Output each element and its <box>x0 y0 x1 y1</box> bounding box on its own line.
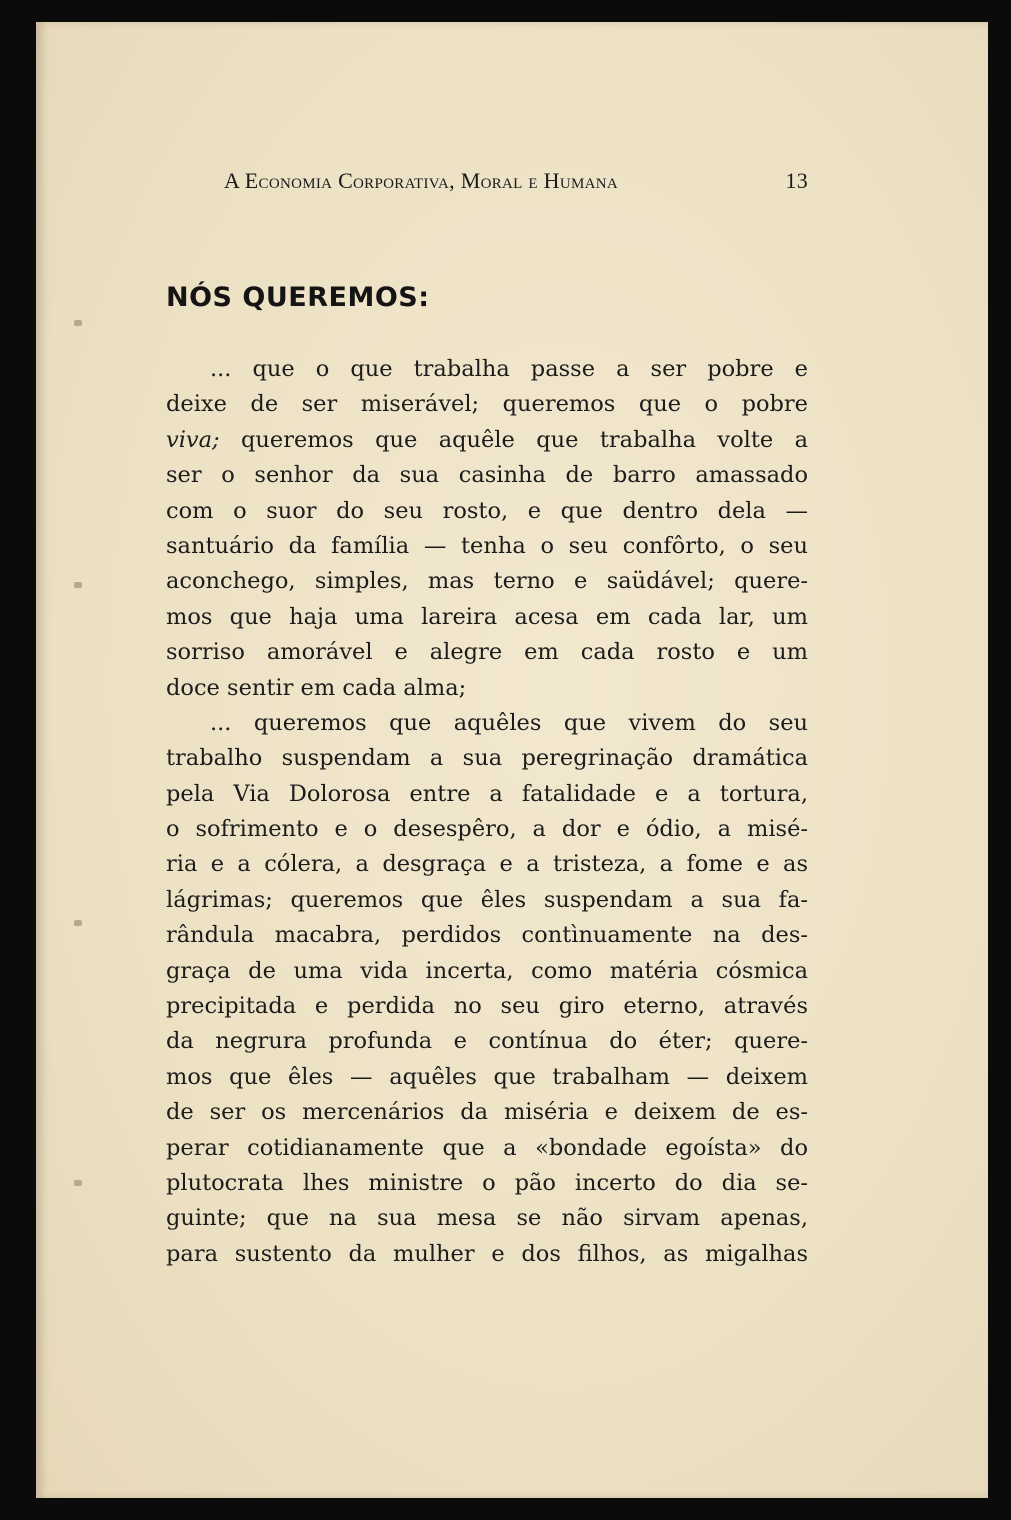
text-line: doce sentir em cada alma; <box>166 674 467 701</box>
text-line: aconchego, simples, mas terno e saüdável; quere- <box>166 568 808 595</box>
text-line: ... que o que trabalha passe a ser pobre e <box>210 356 808 382</box>
page-number: 13 <box>785 168 808 193</box>
text-line-italic: viva; <box>166 426 220 453</box>
text-line: rândula macabra, perdidos contìnuamente na des- <box>166 922 808 949</box>
text-line: santuário da família — tenha o seu confôrto, o seu <box>166 532 808 559</box>
text-line: lágrimas; queremos que êles suspendam a sua fa- <box>166 886 808 913</box>
text-line: trabalho suspendam a sua peregrinação dramática <box>166 745 808 772</box>
text-line: pela Via Dolorosa entre a fatalidade e a tortura, <box>166 780 808 807</box>
margin-mark <box>74 320 82 326</box>
margin-mark <box>74 1180 82 1186</box>
text-line: ser o senhor da sua casinha de barro amassado <box>166 462 808 489</box>
text-line: plutocrata lhes ministre o pão incerto do dia se- <box>166 1169 808 1196</box>
text-line: mos que haja uma lareira acesa em cada lar, um <box>166 603 808 630</box>
section-heading: NÓS QUEREMOS: <box>166 282 430 313</box>
text-line: com o suor do seu rosto, e que dentro dela — <box>166 497 808 524</box>
text-line: para sustento da mulher e dos filhos, as migalhas <box>166 1240 808 1267</box>
text-line: graça de uma vida incerta, como matéria cósmica <box>166 957 808 984</box>
text-line: da negrura profunda e contínua do éter; quere- <box>166 1028 808 1055</box>
running-head-title: A Economia Corporativa, Moral e Humana <box>224 168 619 193</box>
text-line: sorriso amorável e alegre em cada rosto e um <box>166 639 808 666</box>
text-line: precipitada e perdida no seu giro eterno, através <box>166 993 808 1020</box>
text-line: guinte; que na sua mesa se não sirvam apenas, <box>166 1205 808 1232</box>
text-line-rest: queremos que aquêle que trabalha volte a <box>219 426 808 453</box>
text-line: ria e a cólera, a desgraça e a tristeza, a fome e as <box>166 851 808 878</box>
text-line: o sofrimento e o desespêro, a dor e ódio, a misé- <box>166 816 808 843</box>
margin-mark <box>74 582 82 588</box>
body-text <box>166 352 808 1272</box>
text-line: de ser os mercenários da miséria e deixem de es- <box>166 1099 808 1126</box>
text-line: perar cotidianamente que a «bondade egoísta» do <box>166 1134 808 1161</box>
text-line: mos que êles — aquêles que trabalham — deixem <box>166 1063 808 1090</box>
text-line: ... queremos que aquêles que vivem do seu <box>210 709 808 736</box>
text-line: deixe de ser miserável; queremos que o pobre <box>166 391 808 418</box>
margin-mark <box>74 920 82 926</box>
text-line <box>166 423 808 458</box>
